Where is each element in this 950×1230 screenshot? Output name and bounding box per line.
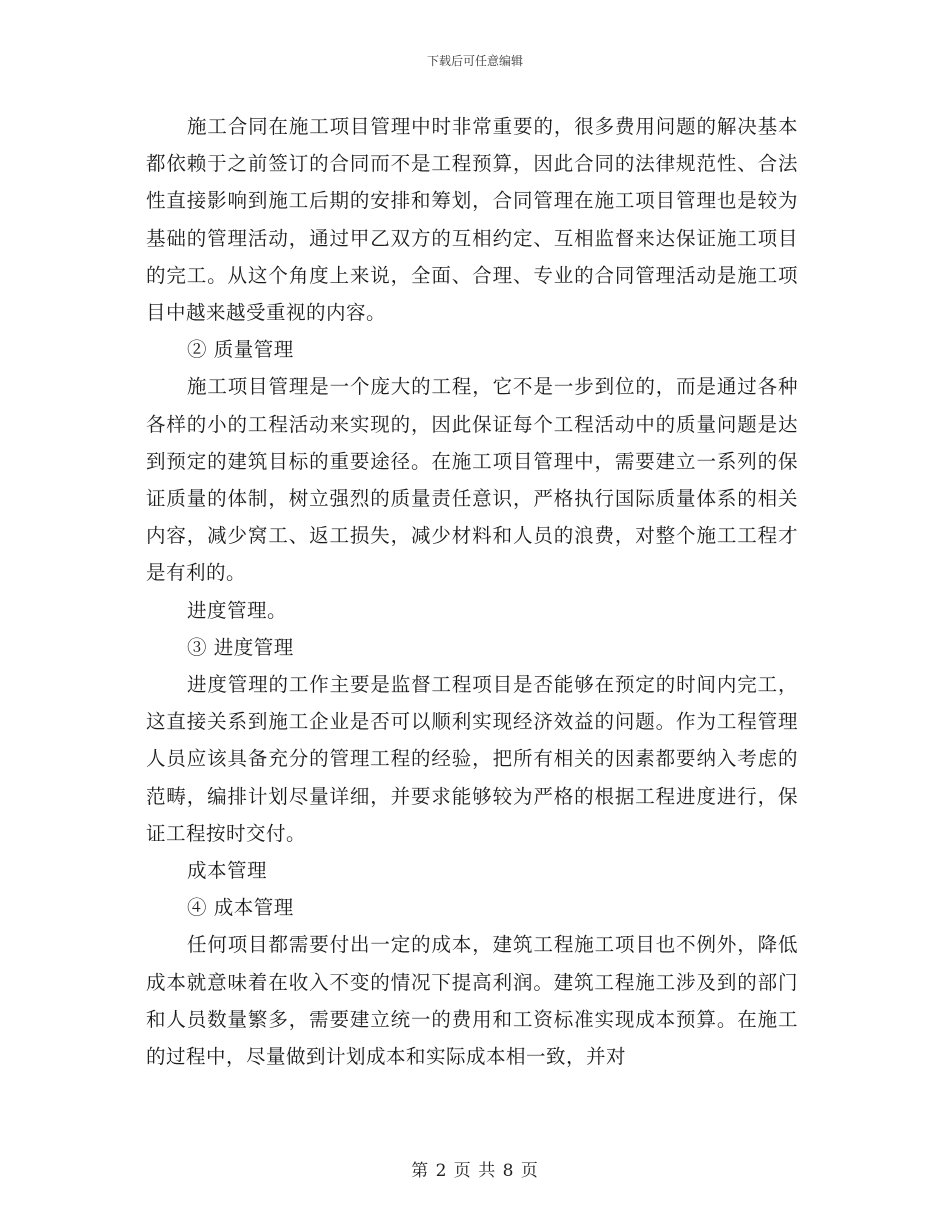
page-footer: 第 2 页 共 8 页 bbox=[411, 1161, 539, 1181]
label-progress-management: 进度管理。 bbox=[187, 598, 288, 622]
paragraph-cost-management: 任何项目都需要付出一定的成本，建筑工程施工项目也不例外，降低成本就意味着在收入不变的情况下提高利润。建筑工程施工涉及到的部门和人员数量繁多，需要建立统一的费用和工资标准实现成本预算。在施工的过程中，尽量做到计划成本和实际成本相一致，并对 bbox=[146, 933, 798, 1069]
document-body bbox=[146, 108, 798, 1075]
heading-progress-management: ③ 进度管理 bbox=[187, 635, 294, 659]
heading-cost-management: ④ 成本管理 bbox=[187, 896, 294, 920]
paragraph-quality-management: 施工项目管理是一个庞大的工程，它不是一步到位的，而是通过各种各样的小的工程活动来实现的，因此保证每个工程活动中的质量问题是达到预定的建筑目标的重要途径。在施工项目管理中，需要建立一系列的保证质量的体制，树立强烈的质量责任意识，严格执行国际质量体系的相关内容，减少窝工、返工损失，减少材料和人员的浪费，对整个施工工程才是有利的。 bbox=[146, 375, 798, 585]
paragraph-progress-management: 进度管理的工作主要是监督工程项目是否能够在预定的时间内完工，这直接关系到施工企业是否可以顺利实现经济效益的问题。作为工程管理人员应该具备充分的管理工程的经验，把所有相关的因素都要纳入考虑的范畴，编排计划尽量详细，并要求能够较为严格的根据工程进度进行，保证工程按时交付。 bbox=[146, 673, 798, 845]
page-header: 下载后可任意编辑 bbox=[426, 54, 523, 68]
paragraph-contract-management: 施工合同在施工项目管理中时非常重要的，很多费用问题的解决基本都依赖于之前签订的合同而不是工程预算，因此合同的法律规范性、合法性直接影响到施工后期的安排和筹划，合同管理在施工项目管理也是较为基础的管理活动，通过甲乙双方的互相约定、互相监督来达保证施工项目的完工。从这个角度上来说，全面、合理、专业的合同管理活动是施工项目中越来越受重视的内容。 bbox=[146, 115, 798, 325]
heading-quality-management: ② 质量管理 bbox=[187, 338, 294, 362]
label-cost-management: 成本管理 bbox=[187, 859, 268, 883]
